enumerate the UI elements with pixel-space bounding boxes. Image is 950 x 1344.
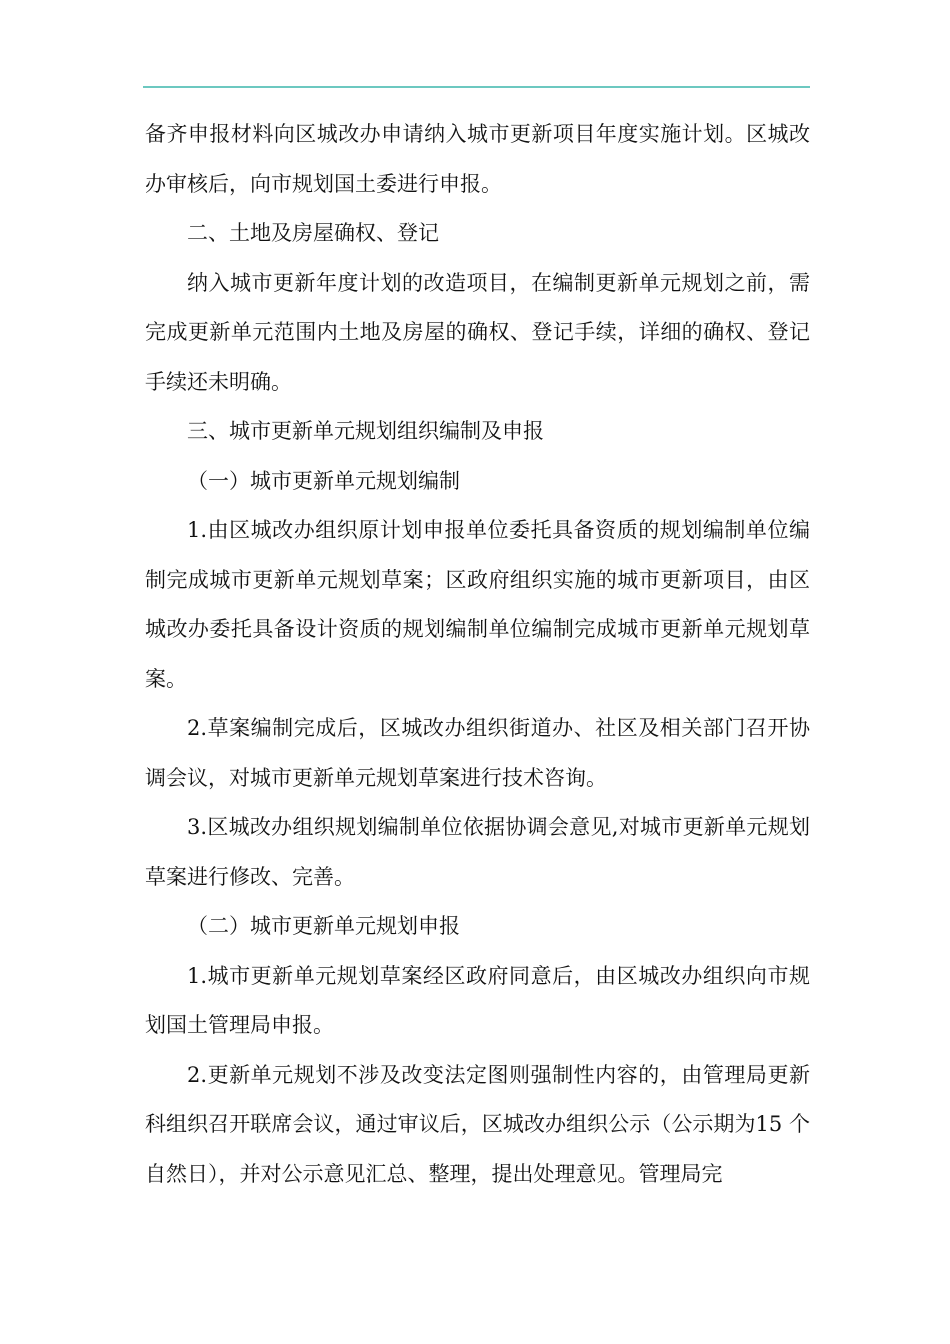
- paragraph: 1.城市更新单元规划草案经区政府同意后，由区城改办组织向市规划国土管理局申报。: [145, 963, 810, 1037]
- paragraph: 3.区城改办组织规划编制单位依据协调会意见,对城市更新单元规划草案进行修改、完善。: [145, 815, 810, 889]
- paragraph: 2.更新单元规划不涉及改变法定图则强制性内容的，由管理局更新科组织召开联席会议，通过审议后，区城改办组织公示（公示期为15 个自然日），并对公示意见汇总、整理，提出处理意见。管理局完: [145, 1062, 810, 1186]
- section-heading-3: 三、城市更新单元规划组织编制及申报: [187, 419, 544, 443]
- paragraph-continued: 备齐申报材料向区城改办申请纳入城市更新项目年度实施计划。区城改办审核后，向市规划国土委进行申报。: [145, 122, 810, 196]
- paragraph: 纳入城市更新年度计划的改造项目，在编制更新单元规划之前，需完成更新单元范围内土地及房屋的确权、登记手续，详细的确权、登记手续还未明确。: [145, 270, 810, 394]
- header-rule: [143, 86, 810, 88]
- document-body: [145, 110, 810, 1199]
- paragraph: 1.由区城改办组织原计划申报单位委托具备资质的规划编制单位编制完成城市更新单元规划草案；区政府组织实施的城市更新项目，由区城改办委托具备设计资质的规划编制单位编制完成城市更新单元规划草案。: [145, 518, 810, 691]
- paragraph: 2.草案编制完成后，区城改办组织街道办、社区及相关部门召开协调会议，对城市更新单元规划草案进行技术咨询。: [145, 716, 810, 790]
- subsection-heading-2: （二）城市更新单元规划申报: [187, 914, 460, 938]
- subsection-heading-1: （一）城市更新单元规划编制: [187, 468, 460, 493]
- section-heading-2: 二、土地及房屋确权、登记: [187, 221, 439, 245]
